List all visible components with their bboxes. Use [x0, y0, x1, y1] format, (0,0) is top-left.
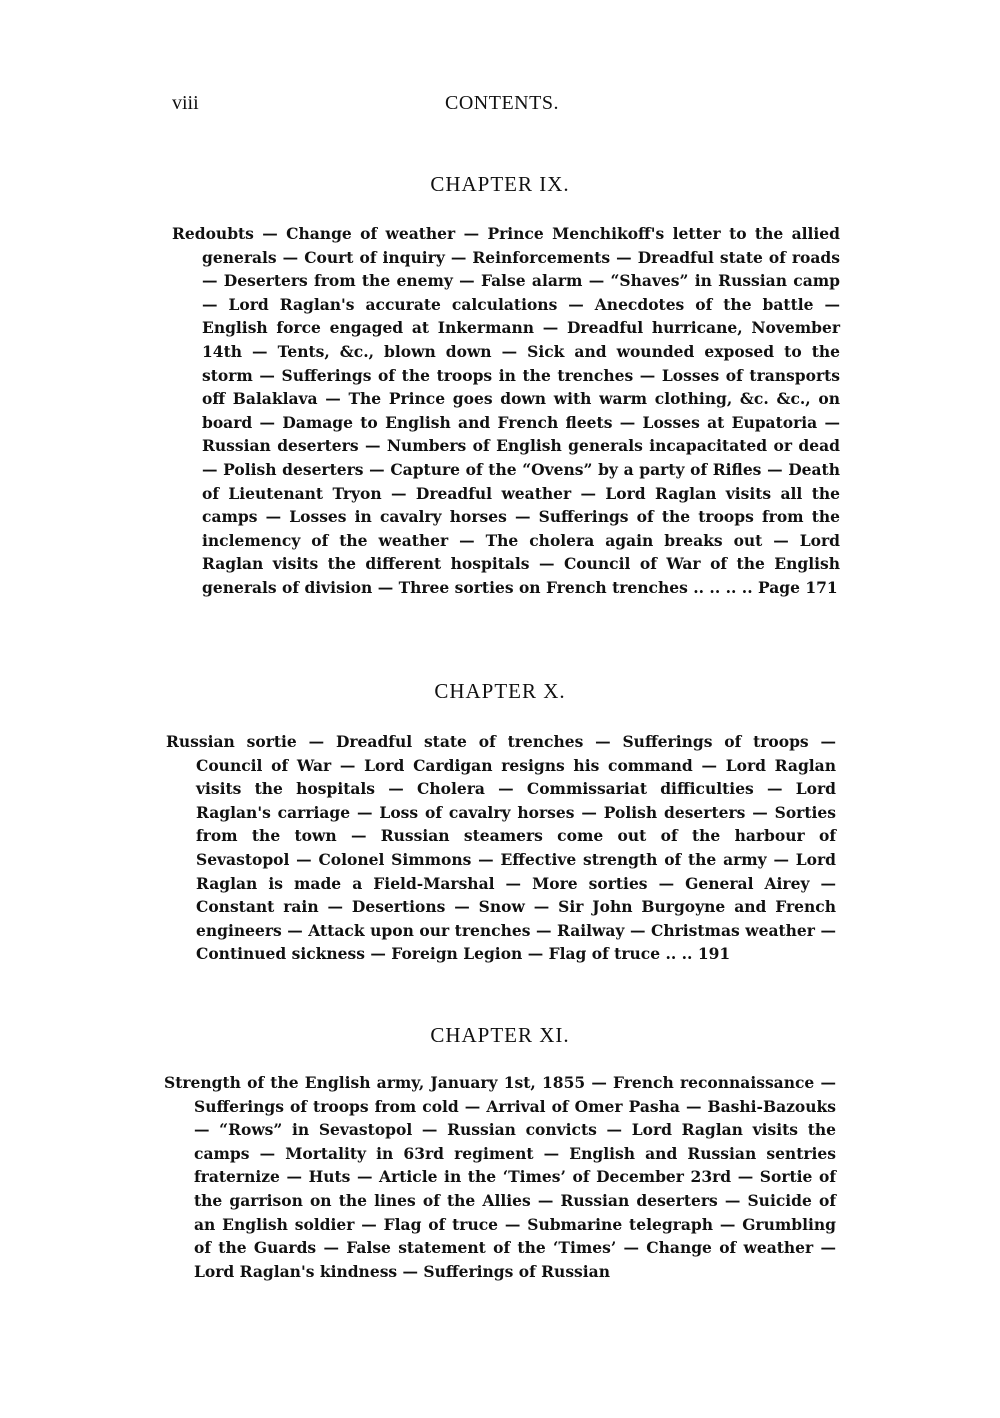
chapter-xi-section — [0, 1023, 1000, 1281]
chapter-heading: CHAPTER IX. — [430, 172, 570, 196]
chapter-x-section — [0, 679, 1000, 964]
page-reference: .. .. 191 — [665, 944, 731, 964]
chapter-heading: CHAPTER XI. — [430, 1023, 570, 1047]
summary-text: Russian sortie — Dreadful state of trenches — Sufferings of troops — Council of War — Lord Cardigan resigns his command — Lord Raglan visits the hospitals — Cholera — Commissariat difficulties — Lord Raglan's carriage — Loss of cavalry horses — Polish deserters — Sorties from the town — Russian steamers come out of the harbour of Sevastopol — Colonel Simmons — Effective strength of the army — Lord Raglan is made a Field-Marshal — More sorties — General Airey — Constant rain — Desertions — Snow — Sir John Burgoyne and French engineers — Attack upon our trenches — Railway — Christmas weather — Continued sickness — Foreign Legion — Flag of truce — [166, 732, 836, 964]
chapter-heading: CHAPTER X. — [434, 679, 566, 703]
chapter-summary — [172, 222, 840, 600]
summary-text: Strength of the English army, January 1st, 1855 — French reconnaissance — Sufferings of troops from cold — Arrival of Omer Pasha — Bashi-Bazouks — “Rows” in Sevastopol — Russian convicts — Lord Raglan visits the camps — Mortality in 63rd regiment — English and Russian sentries fraternize — Huts — Article in the ‘Times’ of December 23rd — Sortie of the garrison on the lines of the Allies — Russian deserters — Suicide of an English soldier — Flag of truce — Submarine telegraph — Grumbling of the Guards — False statement of the ‘Times’ — Change of weather — Lord Raglan's kindness — Sufferings of Russian — [164, 1073, 836, 1281]
summary-text: Redoubts — Change of weather — Prince Menchikoff's letter to the allied generals — Court of inquiry — Reinforcements — Dreadful state of roads — Deserters from the enemy — False alarm — “Shaves” in Russian camp — Lord Raglan's accurate calculations — Anecdotes of the battle — English force engaged at Inkermann — Dreadful hurricane, November 14th — Tents, &c., blown down — Sick and wounded exposed to the storm — Sufferings of the troops in the trenches — Losses of transports off Balaklava — The Prince goes down with warm clothing, &c. &c., on board — Damage to English and French fleets — Losses at Eupatoria — Russian deserters — Numbers of English generals incapacitated or dead — Polish deserters — Capture of the “Ovens” by a party of Rifles — Death of Lieutenant Tryon — Dreadful weather — Lord Raglan visits all the camps — Losses in cavalry horses — Sufferings of the troops from the inclemency of the weather — The cholera again breaks out — Lord Raglan visits the different hospitals — Council of War of the English generals of division — Three sorties on French trenches — [172, 224, 840, 597]
page-number: viii — [172, 92, 199, 114]
chapter-ix-section — [0, 172, 1000, 597]
page-reference: .. .. .. .. Page 171 — [693, 577, 838, 597]
running-head — [172, 92, 832, 122]
chapter-summary — [166, 730, 836, 966]
chapter-summary — [164, 1071, 836, 1283]
running-title: CONTENTS. — [445, 92, 559, 114]
